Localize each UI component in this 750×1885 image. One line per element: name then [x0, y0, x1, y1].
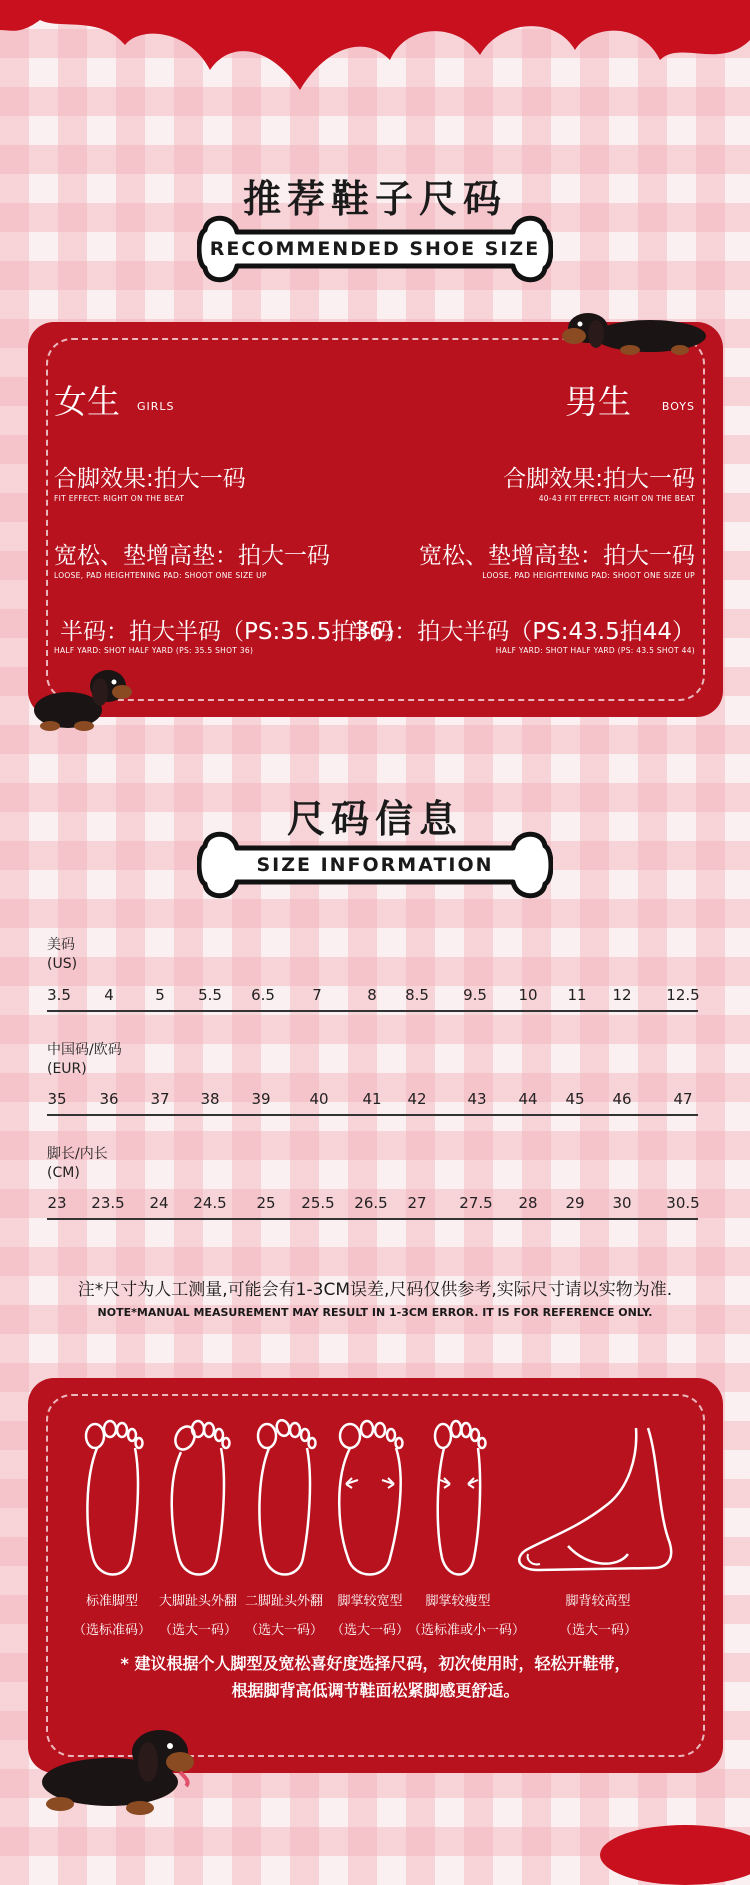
boys-loose-cn: 宽松、垫增高垫：拍大一码	[419, 543, 695, 569]
us-size-cell: 8.5	[405, 986, 429, 1004]
eur-size-cell: 35	[47, 1090, 67, 1108]
cm-size-cell: 24	[149, 1194, 169, 1212]
cm-size-cell: 30	[612, 1194, 632, 1212]
dachshund-sitting-illustration	[28, 662, 138, 734]
us-size-cell: 9.5	[463, 986, 487, 1004]
cm-size-cell: 29	[565, 1194, 585, 1212]
cm-size-cell: 25.5	[301, 1194, 335, 1212]
measurement-note-cn: 注*尺寸为人工测量,可能会有1-3CM误差,尺码仅供参考,实际尺寸请以实物为准.	[77, 1280, 673, 1300]
boys-loose-en: LOOSE, PAD HEIGHTENING PAD: SHOOT ONE SIZE UP	[482, 571, 695, 580]
us-size-row	[47, 986, 698, 1012]
eur-size-label	[47, 1041, 122, 1079]
us-label-unit: (US)	[47, 956, 78, 972]
girls-loose-cn: 宽松、垫增高垫：拍大一码	[54, 543, 330, 569]
us-size-cell: 12.5	[666, 986, 700, 1004]
eur-size-cell: 37	[150, 1090, 170, 1108]
us-size-cell: 4	[104, 986, 114, 1004]
cm-size-cell: 27	[407, 1194, 427, 1212]
cm-size-cell: 24.5	[193, 1194, 227, 1212]
cm-size-cell: 27.5	[459, 1194, 493, 1212]
cm-size-label	[47, 1145, 108, 1183]
eur-size-cell: 40	[309, 1090, 329, 1108]
eur-size-cell: 46	[612, 1090, 632, 1108]
girls-half-en: HALF YARD: SHOT HALF YARD (PS: 35.5 SHOT 36)	[54, 646, 254, 655]
measurement-note-en: NOTE*MANUAL MEASUREMENT MAY RESULT IN 1-3CM ERROR. IT IS FOR REFERENCE ONLY.	[97, 1306, 653, 1319]
cm-label-cn: 脚长/内长	[47, 1146, 108, 1162]
recommend-bone-banner	[197, 210, 553, 288]
girls-loose-en: LOOSE, PAD HEIGHTENING PAD: SHOOT ONE SIZE UP	[54, 571, 267, 580]
boys-fit-en: 40-43 FIT EFFECT: RIGHT ON THE BEAT	[538, 494, 695, 503]
foot-type-tip: （选大一码）	[330, 1623, 409, 1638]
size-info-title: 尺码信息	[286, 797, 463, 841]
size-info-bone-banner	[197, 826, 553, 904]
girls-half-cn: 半码：拍大半码（PS:35.5拍36）	[60, 619, 407, 645]
us-size-label	[47, 936, 77, 974]
foot-type-standard	[62, 1418, 162, 1638]
us-size-cell: 11	[567, 986, 587, 1004]
cm-size-cell: 26.5	[354, 1194, 388, 1212]
foot-type-name: 大脚趾头外翻	[158, 1594, 237, 1609]
foot-type-big-toe-bunion	[148, 1418, 248, 1638]
cm-size-row	[47, 1194, 698, 1220]
us-size-cell: 10	[518, 986, 538, 1004]
high-instep-foot-icon	[508, 1418, 688, 1584]
top-cloud-decoration	[0, 0, 750, 105]
cm-size-cell: 23	[47, 1194, 67, 1212]
eur-size-cell: 41	[362, 1090, 382, 1108]
foot-type-name: 脚掌较宽型	[337, 1594, 403, 1609]
eur-size-cell: 38	[200, 1090, 220, 1108]
dachshund-lying-illustration	[30, 1712, 200, 1822]
narrow-foot-icon	[426, 1418, 490, 1584]
foot-type-tip: （选大一码）	[558, 1623, 637, 1638]
bottom-corner-decoration	[600, 1825, 750, 1885]
boys-label-en: BOYS	[661, 400, 695, 413]
recommend-title: 推荐鞋子尺码	[242, 177, 507, 221]
foot-type-wide	[320, 1418, 420, 1638]
recommend-subtitle: RECOMMENDED SHOE SIZE	[209, 238, 541, 260]
eur-size-cell: 44	[518, 1090, 538, 1108]
us-size-cell: 5.5	[198, 986, 222, 1004]
foot-type-tip: （选标准码）	[72, 1623, 151, 1638]
dachshund-illustration	[560, 300, 710, 360]
foot-type-name: 标准脚型	[85, 1594, 138, 1609]
eur-size-cell: 47	[673, 1090, 693, 1108]
boys-half-en: HALF YARD: SHOT HALF YARD (PS: 43.5 SHOT 44)	[495, 646, 695, 655]
eur-size-cell: 42	[407, 1090, 427, 1108]
size-info-subtitle: SIZE INFORMATION	[256, 854, 494, 876]
cm-label-unit: (CM)	[47, 1165, 80, 1181]
us-size-cell: 8	[367, 986, 377, 1004]
boys-fit-cn: 合脚效果:拍大一码	[503, 466, 695, 492]
foot-type-name: 二脚趾头外翻	[244, 1594, 323, 1609]
eur-size-cell: 45	[565, 1090, 585, 1108]
foot-type-tip: （选大一码）	[158, 1623, 237, 1638]
girls-label-en: GIRLS	[137, 400, 175, 413]
cm-size-cell: 25	[256, 1194, 276, 1212]
big-toe-bunion-foot-icon	[163, 1418, 233, 1584]
foot-type-second-toe-bunion	[234, 1418, 334, 1638]
foot-type-name: 脚掌较瘦型	[425, 1594, 491, 1609]
cm-size-cell: 28	[518, 1194, 538, 1212]
us-size-cell: 12	[612, 986, 632, 1004]
second-toe-bunion-foot-icon	[249, 1418, 319, 1584]
us-size-cell: 3.5	[47, 986, 71, 1004]
us-size-cell: 5	[155, 986, 165, 1004]
eur-size-cell: 36	[99, 1090, 119, 1108]
foot-type-tip: （选标准或小一码）	[408, 1623, 526, 1638]
cm-size-cell: 23.5	[91, 1194, 125, 1212]
recommend-card	[28, 322, 723, 717]
boys-label: 男生	[565, 382, 631, 421]
us-size-cell: 7	[312, 986, 322, 1004]
standard-foot-icon	[77, 1418, 147, 1584]
girls-fit-en: FIT EFFECT: RIGHT ON THE BEAT	[54, 494, 185, 503]
advice-line-2: 根据脚背高低调节鞋面松紧脚感更舒适。	[231, 1681, 520, 1700]
girls-label: 女生	[54, 382, 120, 421]
advice-line-1: * 建议根据个人脚型及宽松喜好度选择尺码，初次使用时，轻松开鞋带，	[120, 1654, 631, 1673]
foot-type-narrow	[408, 1418, 526, 1638]
eur-label-cn: 中国码/欧码	[47, 1042, 122, 1058]
eur-size-cell: 39	[251, 1090, 271, 1108]
us-label-cn: 美码	[47, 937, 75, 953]
girls-fit-cn: 合脚效果:拍大一码	[54, 466, 246, 492]
foot-type-high-instep	[508, 1418, 688, 1638]
foot-type-tip: （选大一码）	[244, 1623, 323, 1638]
boys-half-cn: 半码：拍大半码（PS:43.5拍44）	[348, 619, 695, 645]
eur-label-unit: (EUR)	[47, 1061, 87, 1077]
eur-size-row	[47, 1090, 698, 1116]
eur-size-cell: 43	[467, 1090, 487, 1108]
wide-foot-icon	[332, 1418, 408, 1584]
foot-type-name: 脚背较高型	[565, 1594, 631, 1609]
us-size-cell: 6.5	[251, 986, 275, 1004]
cm-size-cell: 30.5	[666, 1194, 700, 1212]
